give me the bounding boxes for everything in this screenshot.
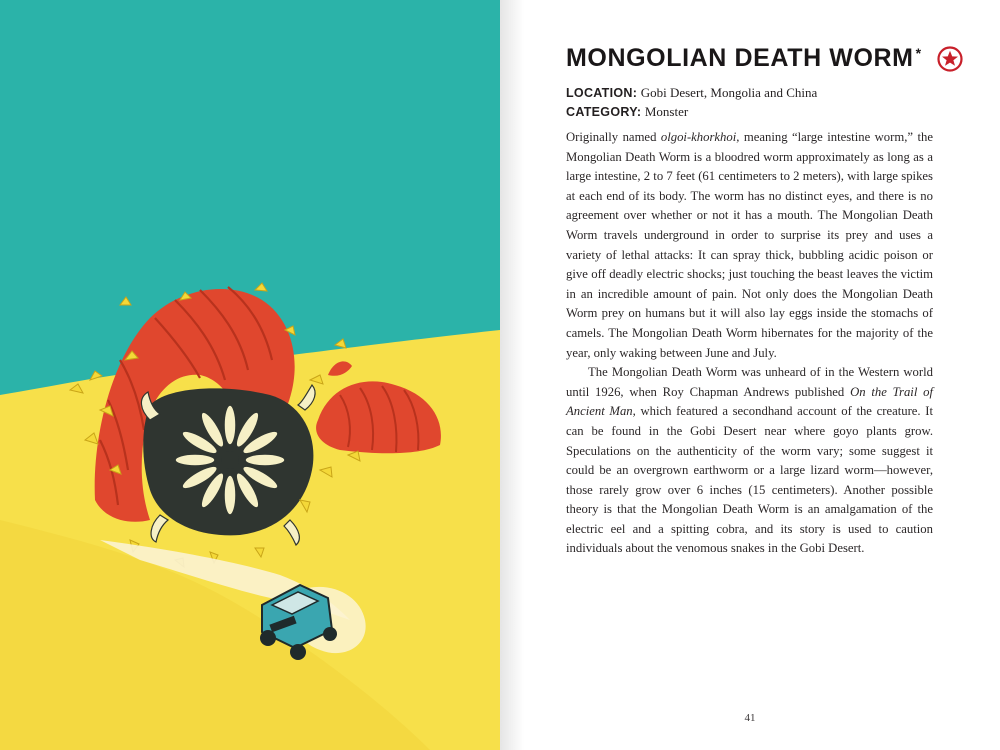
text-page (500, 0, 1000, 750)
page-number: 41 (744, 712, 756, 724)
red-star-badge-icon (937, 46, 963, 72)
paragraph-1-intro: Originally named (566, 130, 661, 144)
category-value: Monster (644, 103, 689, 119)
paragraph-2-intro: The Mongolian Death Worm was unheard of in the Western world until 1926, when Roy Chapman Andrews published (566, 365, 933, 399)
paragraph-2 (566, 363, 933, 559)
title-footnote-marker: * (915, 45, 922, 61)
location-line (566, 84, 817, 103)
entry-meta (566, 84, 817, 121)
category-label: CATEGORY: (566, 104, 642, 119)
paragraph-2-rest: which featured a secondhand account of the creature. It can be found in the Gobi Desert near where goyo plants grow. Speculations on the authenticity of the worm vary; some suggest it could be an overgrown earthworm or a large lizard worm—however, those rarely grow over 6 inches (15 centimeters). Another possible theory is that the Mongolian Death Worm is an amalgamation of the electric eel and a spitting cobra, and its story is used to caution individuals about the venomous snakes in the Gobi Desert. (566, 404, 933, 556)
paragraph-1 (566, 128, 933, 363)
native-name: olgoi-khorkhoi, (660, 130, 740, 144)
entry-heading (566, 44, 963, 73)
location-label: LOCATION: (566, 86, 638, 100)
entry-title: MONGOLIAN DEATH WORM (566, 44, 914, 72)
book-title: On the Trail of Ancient Man, (566, 384, 934, 419)
location-value: Gobi Desert, Mongolia and China (640, 85, 818, 100)
worm-mouth-center (221, 451, 239, 469)
paragraph-1-rest: meaning “large intestine worm,” the Mongolian Death Worm is a bloodred worm approximately as long as a large intestine, 2 to 7 feet (61 centimeters to 2 meters), with large spikes at each end of its body. The worm has no distinct eyes, and there is no agreement over whether or not it has a mouth. The Mongolian Death Worm travels underground in order to surprise its prey and uses a variety of lethal attacks: It can spray thick, bubbling acidic poison or give off deadly electric shocks; just touching the beast leaves the victim in an incredible amount of pain. Not only does the Mongolian Death Worm prey on humans but it will also lay eggs inside the stomachs of camels. The Mongolian Death Worm hibernates for the majority of the year, only waking between June and July. (566, 130, 933, 360)
entry-body (566, 128, 933, 559)
category-line (566, 103, 817, 122)
page-gutter (500, 0, 524, 750)
